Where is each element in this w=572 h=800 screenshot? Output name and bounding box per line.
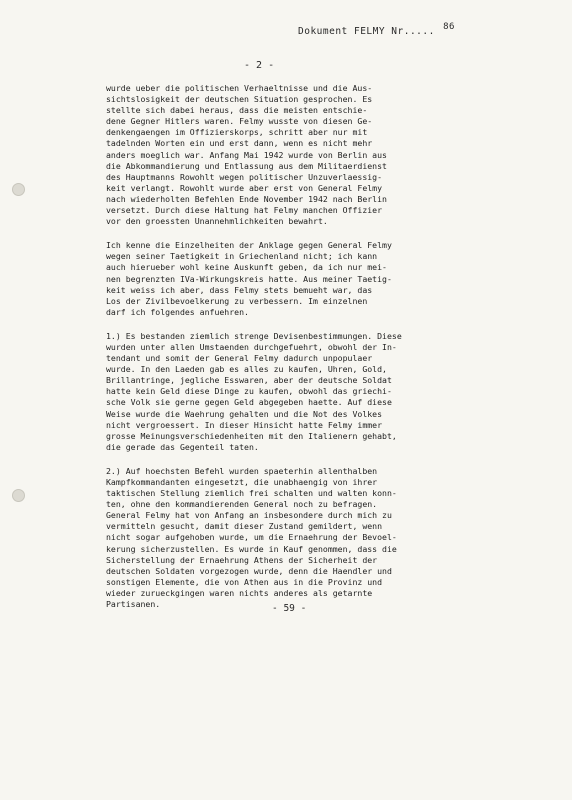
text-line: Weise wurde die Waehrung gehalten und die Not des Volkes	[106, 408, 383, 419]
text-line: wieder zurueckgingen waren nichts anderes als getarnte	[106, 587, 373, 598]
text-line: nicht sogar aufgehoben wurde, um die Ernaehrung der Bevoel-	[106, 532, 397, 543]
text-line: Brillantringe, jegliche Esswaren, aber der deutsche Soldat	[106, 375, 392, 386]
text-line: General Felmy hat von Anfang an insbesondere durch mich zu	[106, 510, 392, 521]
document-number: 86	[443, 22, 455, 32]
text-line: dene Gegner Hitlers waren. Felmy wusste von diesen Ge-	[106, 116, 373, 127]
text-line: tadelnden Worten ein und erst dann, wenn es nicht mehr	[106, 138, 373, 149]
text-line: wurde. In den Laeden gab es alles zu kaufen, Uhren, Gold,	[106, 364, 387, 375]
text-line: deutschen Soldaten vorgezogen wurde, denn die Haendler und	[106, 565, 392, 576]
text-line: des Hauptmanns Rowohlt wegen politischer Unzuverlaessig-	[106, 171, 383, 182]
document-body	[106, 83, 466, 623]
document-header	[298, 22, 455, 37]
text-line: nicht vergroessert. In dieser Hinsicht hatte Felmy immer	[106, 419, 383, 430]
text-line: vermitteln gesucht, damit dieser Zustand gemildert, wenn	[106, 521, 383, 532]
paragraph-3	[106, 331, 466, 453]
text-line: darf ich folgendes anfuehren.	[106, 306, 249, 317]
text-line: auch hierueber wohl keine Auskunft geben, da ich nur mei-	[106, 262, 387, 273]
text-line: keit verlangt. Rowohlt wurde aber erst von General Felmy	[106, 182, 383, 193]
text-line: 2.) Auf hoechsten Befehl wurden spaeterhin allenthalben	[106, 465, 378, 476]
text-line: 1.) Es bestanden ziemlich strenge Devisenbestimmungen. Diese	[106, 330, 402, 341]
text-line: tendant und somit der General Felmy dadurch unpopulaer	[106, 353, 373, 364]
document-label: Dokument FELMY Nr.....	[298, 26, 435, 37]
text-line: Los der Zivilbevoelkerung zu verbessern. Im einzelnen	[106, 295, 368, 306]
text-line: versetzt. Durch diese Haltung hat Felmy manchen Offizier	[106, 205, 383, 216]
punch-hole	[12, 183, 25, 196]
text-line: die Abkommandierung und Entlassung aus dem Militaerdienst	[106, 160, 387, 171]
text-line: vor den groessten Unannehmlichkeiten bewahrt.	[106, 216, 328, 227]
text-line: die gerade das Gegenteil taten.	[106, 441, 259, 452]
text-line: grosse Meinungsverschiedenheiten mit den Italienern gehabt,	[106, 430, 397, 441]
text-line: Kampfkommandanten eingesetzt, die unabhaengig von ihrer	[106, 477, 378, 487]
text-line: sonstigen Elemente, die von Athen aus in die Provinz und	[106, 576, 383, 587]
paragraph-1	[106, 83, 466, 227]
text-line: kerung sicherzustellen. Es wurde in Kauf genommen, dass die	[106, 543, 397, 554]
text-line: sche Volk sie gerne gegen Geld abgegeben haette. Auf diese	[106, 397, 392, 408]
paragraph-4	[106, 466, 466, 610]
text-line: wurden unter allen Umstaenden durchgefuehrt, obwohl der In-	[106, 341, 397, 352]
text-line: nen begrenzten IVa-Wirkungskreis hatte. Aus meiner Taetig-	[106, 273, 392, 284]
page-number-top: - 2 -	[244, 60, 275, 71]
text-line: Sicherstellung der Ernaehrung Athens der Sicherheit der	[106, 554, 378, 565]
text-line: stellte sich dabei heraus, dass die meisten entschie-	[106, 105, 368, 116]
punch-hole	[12, 489, 25, 502]
text-line: Ich kenne die Einzelheiten der Anklage gegen General Felmy	[106, 240, 392, 251]
text-line: denkengaengen im Offizierskorps, schritt aber nur mit	[106, 127, 368, 138]
text-line: Partisanen.	[106, 599, 161, 610]
text-line: taktischen Stellung ziemlich frei schalten und walten konn-	[106, 488, 397, 499]
text-line: hatte kein Geld diese Dinge zu kaufen, obwohl das griechi-	[106, 386, 392, 397]
text-line: ten, ohne den kommandierenden General noch zu befragen.	[106, 499, 378, 510]
text-line: anders moeglich war. Anfang Mai 1942 wurde von Berlin aus	[106, 149, 387, 160]
paragraph-2	[106, 240, 466, 318]
text-line: keit weiss ich aber, dass Felmy stets bemueht war, das	[106, 284, 373, 295]
text-line: wurde ueber die politischen Verhaeltnisse und die Aus-	[106, 83, 373, 93]
text-line: sichtslosigkeit der deutschen Situation gesprochen. Es	[106, 94, 373, 105]
text-line: nach wiederholten Befehlen Ende November 1942 nach Berlin	[106, 193, 387, 204]
text-line: wegen seiner Taetigkeit in Griechenland nicht; ich kann	[106, 251, 378, 262]
page-number-bottom: - 59 -	[272, 603, 307, 614]
